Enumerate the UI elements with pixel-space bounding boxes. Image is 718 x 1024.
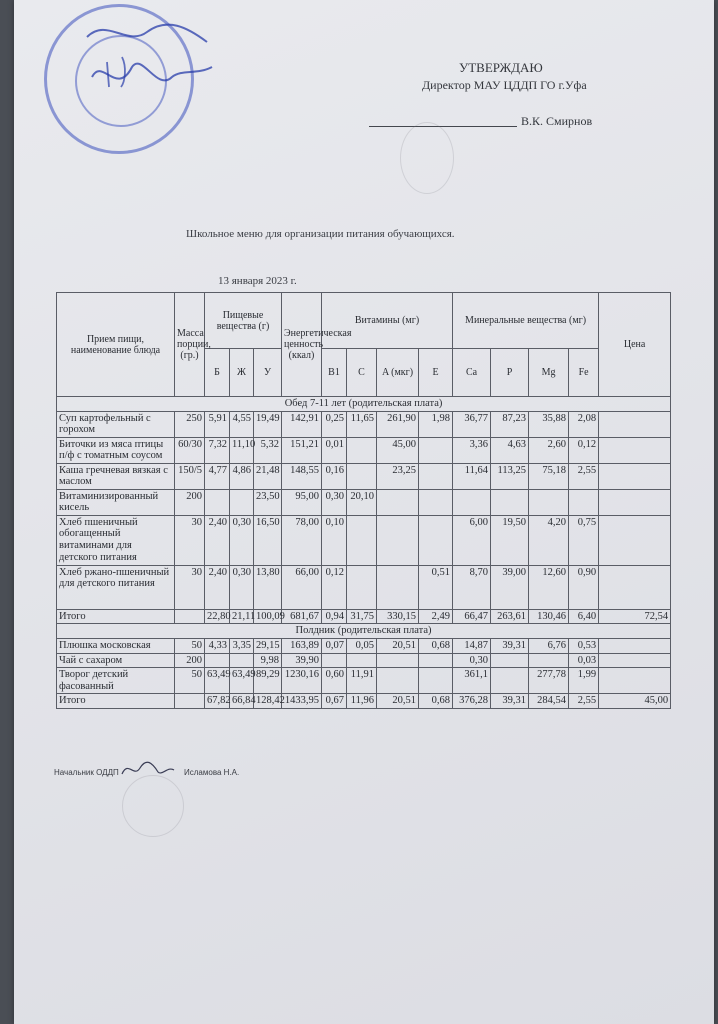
- table-cell: 16,50: [254, 515, 282, 565]
- total-label: Итого: [57, 609, 175, 624]
- footer-name: Исламова Н.А.: [184, 768, 240, 777]
- table-cell: 95,00: [282, 489, 322, 515]
- table-cell: 87,23: [491, 411, 529, 437]
- approval-line1: УТВЕРЖДАЮ: [459, 60, 543, 75]
- table-cell: 21,48: [254, 463, 282, 489]
- table-cell: [347, 437, 377, 463]
- header-c: C: [347, 349, 377, 397]
- table-cell: 89,29: [254, 668, 282, 694]
- menu-table-body: [57, 397, 671, 709]
- table-cell: 148,55: [282, 463, 322, 489]
- total-cell: 130,46: [529, 609, 569, 624]
- header-b1: B1: [322, 349, 347, 397]
- dish-name: Чай с сахаром: [57, 653, 175, 668]
- header-fe: Fe: [569, 349, 599, 397]
- table-cell: 2,55: [569, 463, 599, 489]
- table-cell: [230, 653, 254, 668]
- header-zh: Ж: [230, 349, 254, 397]
- table-cell: 0,16: [322, 463, 347, 489]
- dish-name: Суп картофельный с горохом: [57, 411, 175, 437]
- table-cell: 277,78: [529, 668, 569, 694]
- table-cell: [347, 463, 377, 489]
- table-cell: 50: [175, 639, 205, 654]
- total-row: [57, 694, 671, 709]
- table-cell: 13,80: [254, 565, 282, 609]
- table-cell: 0,30: [322, 489, 347, 515]
- header-nutrients: Пищевые вещества (г): [205, 293, 282, 349]
- total-cell: 128,42: [254, 694, 282, 709]
- table-cell: 29,15: [254, 639, 282, 654]
- table-cell: 200: [175, 653, 205, 668]
- header-price: Цена: [599, 293, 671, 397]
- header-energy: Энергетическая ценность (ккал): [282, 293, 322, 397]
- table-cell: 63,49: [230, 668, 254, 694]
- table-cell: 19,50: [491, 515, 529, 565]
- table-cell: 0,51: [419, 565, 453, 609]
- dish-name: Плюшка московская: [57, 639, 175, 654]
- table-cell: [599, 463, 671, 489]
- table-cell: 163,89: [282, 639, 322, 654]
- header-vitamins: Витамины (мг): [322, 293, 453, 349]
- table-cell: [230, 489, 254, 515]
- signature-line: [369, 126, 517, 127]
- table-cell: [322, 653, 347, 668]
- table-cell: 4,33: [205, 639, 230, 654]
- header-p: P: [491, 349, 529, 397]
- table-cell: [419, 653, 453, 668]
- table-cell: 4,77: [205, 463, 230, 489]
- total-cell: 0,68: [419, 694, 453, 709]
- section-title: Обед 7-11 лет (родительская плата): [57, 397, 671, 412]
- total-cell: 31,75: [347, 609, 377, 624]
- official-stamp: [44, 4, 194, 154]
- table-cell: 0,25: [322, 411, 347, 437]
- dish-name: Биточки из мяса птицы п/ф с томатным соусом: [57, 437, 175, 463]
- table-cell: [419, 515, 453, 565]
- table-cell: 5,91: [205, 411, 230, 437]
- table-cell: 4,20: [529, 515, 569, 565]
- total-cell: [175, 694, 205, 709]
- dish-name: Творог детский фасованный: [57, 668, 175, 694]
- table-cell: [377, 565, 419, 609]
- table-cell: 12,60: [529, 565, 569, 609]
- table-cell: 23,25: [377, 463, 419, 489]
- table-cell: [205, 489, 230, 515]
- footer-role: Начальник ОДДП: [54, 768, 119, 777]
- table-cell: 11,91: [347, 668, 377, 694]
- table-cell: 20,51: [377, 639, 419, 654]
- table-cell: 5,32: [254, 437, 282, 463]
- menu-table: [56, 292, 671, 709]
- table-cell: [347, 565, 377, 609]
- table-cell: [599, 515, 671, 565]
- header-u: У: [254, 349, 282, 397]
- table-cell: 6,00: [453, 515, 491, 565]
- table-cell: [347, 653, 377, 668]
- table-cell: 60/30: [175, 437, 205, 463]
- table-cell: 0,60: [322, 668, 347, 694]
- total-cell: 21,11: [230, 609, 254, 624]
- table-row: [57, 639, 671, 654]
- table-cell: 150/5: [175, 463, 205, 489]
- approval-signatory: В.К. Смирнов: [521, 114, 593, 128]
- table-cell: 78,00: [282, 515, 322, 565]
- table-cell: 0,12: [569, 437, 599, 463]
- table-cell: 11,65: [347, 411, 377, 437]
- table-cell: 9,98: [254, 653, 282, 668]
- table-cell: [377, 489, 419, 515]
- table-cell: 66,00: [282, 565, 322, 609]
- table-cell: 261,90: [377, 411, 419, 437]
- table-cell: [377, 668, 419, 694]
- table-cell: [569, 489, 599, 515]
- table-cell: 1230,16: [282, 668, 322, 694]
- dish-name: Каша гречневая вязкая с маслом: [57, 463, 175, 489]
- table-row: [57, 411, 671, 437]
- table-cell: 39,90: [282, 653, 322, 668]
- table-cell: 0,03: [569, 653, 599, 668]
- table-cell: [529, 489, 569, 515]
- table-cell: [491, 668, 529, 694]
- total-cell: 66,47: [453, 609, 491, 624]
- table-cell: [347, 515, 377, 565]
- table-row: [57, 437, 671, 463]
- total-cell: 39,31: [491, 694, 529, 709]
- total-cell: 67,82: [205, 694, 230, 709]
- total-cell: 22,80: [205, 609, 230, 624]
- table-cell: 39,00: [491, 565, 529, 609]
- faint-stamp-imprint: [400, 122, 454, 194]
- table-cell: 30: [175, 565, 205, 609]
- table-cell: 0,90: [569, 565, 599, 609]
- table-cell: [377, 515, 419, 565]
- table-cell: 1,98: [419, 411, 453, 437]
- table-cell: 75,18: [529, 463, 569, 489]
- total-cell: 0,67: [322, 694, 347, 709]
- total-row: [57, 609, 671, 624]
- table-cell: 39,31: [491, 639, 529, 654]
- table-cell: 2,40: [205, 515, 230, 565]
- total-cell: 376,28: [453, 694, 491, 709]
- table-cell: 2,08: [569, 411, 599, 437]
- table-cell: [205, 653, 230, 668]
- header-mass: Масса порции, (гр.): [175, 293, 205, 397]
- table-cell: 14,87: [453, 639, 491, 654]
- total-cell: 0,94: [322, 609, 347, 624]
- table-row: [57, 668, 671, 694]
- table-cell: 2,40: [205, 565, 230, 609]
- table-cell: 0,30: [230, 515, 254, 565]
- total-cell: 11,96: [347, 694, 377, 709]
- table-row: [57, 565, 671, 609]
- table-cell: [599, 565, 671, 609]
- table-cell: [419, 668, 453, 694]
- table-row: [57, 653, 671, 668]
- dish-name: Хлеб ржано-пшеничный для детского питания: [57, 565, 175, 609]
- table-cell: 1,99: [569, 668, 599, 694]
- total-cell: 20,51: [377, 694, 419, 709]
- table-cell: 4,55: [230, 411, 254, 437]
- table-cell: 200: [175, 489, 205, 515]
- table-row: [57, 489, 671, 515]
- table-cell: 113,25: [491, 463, 529, 489]
- table-cell: 7,32: [205, 437, 230, 463]
- table-cell: 250: [175, 411, 205, 437]
- total-cell: 66,84: [230, 694, 254, 709]
- table-cell: 6,76: [529, 639, 569, 654]
- table-cell: 0,68: [419, 639, 453, 654]
- faint-stamp-imprint-bottom: [122, 775, 184, 837]
- table-cell: 0,75: [569, 515, 599, 565]
- dish-name: Хлеб пшеничный обогащенный витаминами для детского питания: [57, 515, 175, 565]
- header-ca: Ca: [453, 349, 491, 397]
- total-cell: 2,55: [569, 694, 599, 709]
- total-cell: 330,15: [377, 609, 419, 624]
- table-cell: 0,30: [230, 565, 254, 609]
- table-cell: [419, 463, 453, 489]
- table-cell: [529, 653, 569, 668]
- total-cell: 263,61: [491, 609, 529, 624]
- approval-line2: Директор МАУ ЦДДП ГО г.Уфа: [422, 78, 587, 92]
- table-cell: 151,21: [282, 437, 322, 463]
- menu-date: 13 января 2023 г.: [218, 275, 297, 287]
- table-cell: 19,49: [254, 411, 282, 437]
- table-cell: 50: [175, 668, 205, 694]
- table-cell: 142,91: [282, 411, 322, 437]
- table-cell: 0,53: [569, 639, 599, 654]
- table-cell: 63,49: [205, 668, 230, 694]
- header-a: A (мкг): [377, 349, 419, 397]
- dish-name: Витаминизированный кисель: [57, 489, 175, 515]
- table-cell: 30: [175, 515, 205, 565]
- table-cell: 4,63: [491, 437, 529, 463]
- table-cell: 0,05: [347, 639, 377, 654]
- table-cell: 0,10: [322, 515, 347, 565]
- total-cell: 72,54: [599, 609, 671, 624]
- total-label: Итого: [57, 694, 175, 709]
- table-cell: [599, 437, 671, 463]
- table-cell: [491, 489, 529, 515]
- table-cell: 35,88: [529, 411, 569, 437]
- total-cell: 1433,95: [282, 694, 322, 709]
- table-cell: [377, 653, 419, 668]
- header-meal: Прием пищи, наименование блюда: [57, 293, 175, 397]
- total-cell: 681,67: [282, 609, 322, 624]
- table-cell: 2,60: [529, 437, 569, 463]
- director-signature: [47, 7, 217, 127]
- table-cell: 11,64: [453, 463, 491, 489]
- table-cell: 4,86: [230, 463, 254, 489]
- table-cell: 0,01: [322, 437, 347, 463]
- table-cell: 0,30: [453, 653, 491, 668]
- table-cell: [599, 489, 671, 515]
- table-cell: 0,07: [322, 639, 347, 654]
- table-cell: 3,35: [230, 639, 254, 654]
- total-cell: 45,00: [599, 694, 671, 709]
- table-cell: 361,1: [453, 668, 491, 694]
- table-cell: 11,10: [230, 437, 254, 463]
- table-cell: 45,00: [377, 437, 419, 463]
- total-cell: [175, 609, 205, 624]
- header-minerals: Минеральные вещества (мг): [453, 293, 599, 349]
- document-sheet: [14, 0, 714, 1024]
- table-cell: [599, 668, 671, 694]
- header-e: E: [419, 349, 453, 397]
- total-cell: 2,49: [419, 609, 453, 624]
- table-cell: [419, 489, 453, 515]
- menu-title: Школьное меню для организации питания обучающихся.: [186, 228, 455, 240]
- table-row: [57, 463, 671, 489]
- table-cell: [419, 437, 453, 463]
- table-cell: [599, 411, 671, 437]
- table-cell: 36,77: [453, 411, 491, 437]
- table-cell: 23,50: [254, 489, 282, 515]
- table-cell: [599, 639, 671, 654]
- total-cell: 100,09: [254, 609, 282, 624]
- table-cell: [599, 653, 671, 668]
- table-cell: [491, 653, 529, 668]
- total-cell: 6,40: [569, 609, 599, 624]
- table-cell: 0,12: [322, 565, 347, 609]
- table-cell: 20,10: [347, 489, 377, 515]
- table-cell: 3,36: [453, 437, 491, 463]
- section-title: Полдник (родительская плата): [57, 624, 671, 639]
- table-cell: 8,70: [453, 565, 491, 609]
- header-mg: Mg: [529, 349, 569, 397]
- table-row: [57, 515, 671, 565]
- header-b: Б: [205, 349, 230, 397]
- table-cell: [453, 489, 491, 515]
- total-cell: 284,54: [529, 694, 569, 709]
